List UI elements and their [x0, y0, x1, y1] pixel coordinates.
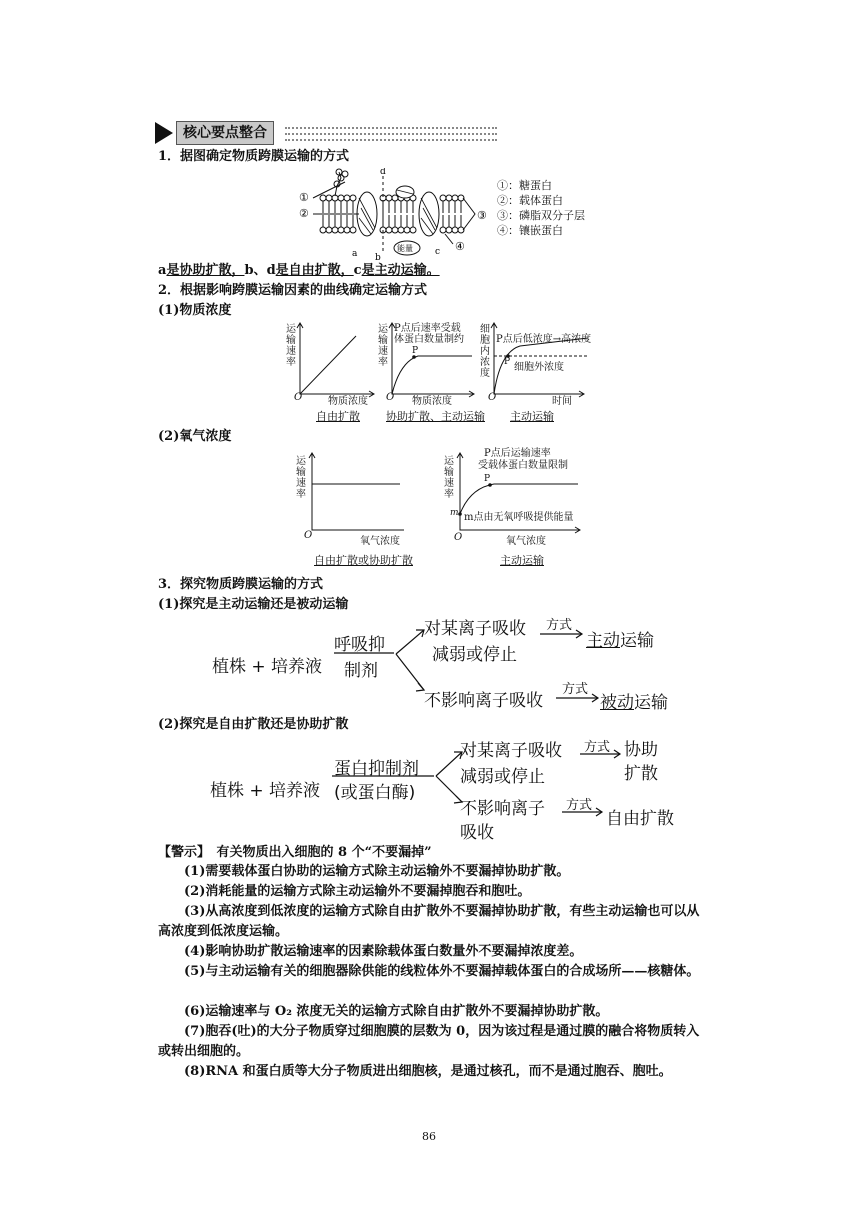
- warning-item: (3)从高浓度到低浓度的运输方式除自由扩散外不要漏掉协助扩散，有些主动运输也可以从高浓度到低浓度运输。: [158, 904, 700, 939]
- fig-label-1: ①: [299, 191, 309, 204]
- fig-label-2: ②: [299, 207, 309, 220]
- header-dots: [285, 133, 497, 135]
- fig-label-4: ④: [455, 240, 465, 253]
- flow1-mid1: 呼吸抑: [334, 635, 385, 655]
- warning-item: (1)需要载体蛋白协助的运输方式除主动运输外不要漏掉协助扩散。: [184, 864, 570, 879]
- conclusion-c: c: [353, 263, 362, 278]
- g5-ylabel: 运 输 速 率: [444, 456, 454, 500]
- flow-simple-vs-facilitated: [208, 734, 688, 843]
- g2-origin: O: [386, 392, 395, 403]
- s1-title: 1．据图确定物质跨膜运输的方式: [158, 149, 350, 164]
- legend-item: ③：磷脂双分子层: [497, 209, 585, 222]
- warning-item: (8)RNA 和蛋白质等大分子物质进出细胞核，是通过核孔，而不是通过胞吞、胞吐。: [184, 1064, 672, 1079]
- g2-ylabel: 运 输 速 率: [378, 324, 388, 368]
- flow2-bot-arrow: 方式: [566, 798, 593, 813]
- membrane-legend: [497, 178, 585, 238]
- flow2-mid2: (或蛋白酶): [334, 783, 416, 803]
- g5-note3: m点由无氧呼吸提供能量: [464, 512, 574, 523]
- fig-label-energy: 能量: [397, 244, 413, 253]
- warning-title: 【警示】 有关物质出入细胞的 8 个“不要漏掉”: [158, 845, 432, 860]
- g4-caption: 自由扩散或协助扩散: [314, 554, 413, 567]
- g4-xlabel: 氧气浓度: [360, 536, 400, 547]
- s1-conclusion: [158, 262, 440, 280]
- fig-label-d: d: [380, 168, 386, 177]
- flow1-mid2: 制剂: [344, 661, 378, 681]
- g5-caption: 主动运输: [500, 554, 544, 567]
- conclusion-b: b: [244, 263, 254, 278]
- g4-ylabel: 运 输 速 率: [296, 456, 306, 500]
- g3-ylabel: 细 胞 内 浓 度: [480, 324, 490, 379]
- g3-xlabel: 时间: [552, 396, 572, 407]
- warning-item: (2)消耗能量的运输方式除主动运输外不要漏掉胞吞和胞吐。: [184, 884, 531, 899]
- warning-item: (6)运输速率与 O₂ 浓度无关的运输方式除自由扩散外不要漏掉协助扩散。: [184, 1004, 609, 1019]
- header-dots: [285, 127, 497, 129]
- flow2-bot2: 吸收: [460, 823, 494, 843]
- warning-item: (7)胞吞(吐)的大分子物质穿过细胞膜的层数为 0，因为该过程是通过膜的融合将物质转入或转出细胞的。: [158, 1024, 700, 1059]
- g1-caption: 自由扩散: [316, 410, 360, 423]
- s3-sub1: (1)探究是主动运输还是被动运输: [158, 597, 349, 612]
- header-arrow-icon: [155, 122, 173, 144]
- flow2-top-result: 协助 扩散: [624, 740, 658, 784]
- membrane-figure: [295, 168, 495, 260]
- fig-label-b: b: [375, 253, 381, 260]
- fig-label-c: c: [435, 247, 441, 257]
- g1-xlabel: 物质浓度: [328, 396, 368, 407]
- flow1-top-result: 主动运输: [586, 631, 654, 651]
- conclusion-text: 是协助扩散，: [166, 263, 245, 278]
- flow1-top1: 对某离子吸收: [424, 619, 526, 639]
- flow2-top1: 对某离子吸收: [460, 741, 562, 761]
- flow2-left: 植株 + 培养液: [210, 781, 321, 801]
- legend-item: ②：载体蛋白: [497, 194, 563, 207]
- g2-xlabel: 物质浓度: [412, 396, 452, 407]
- page-number: 86: [422, 1130, 436, 1143]
- warning-item: (4)影响协助扩散运输速率的因素除载体蛋白数量外不要漏掉浓度差。: [184, 944, 583, 959]
- g2-caption: 协助扩散、主动运输: [386, 410, 485, 423]
- s2-title: 2．根据影响跨膜运输因素的曲线确定运输方式: [158, 283, 428, 298]
- g5-note: P点后运输速率 受载体蛋白数量限制: [478, 448, 568, 471]
- section-header: [155, 120, 274, 146]
- conclusion-text: 是自由扩散，: [275, 263, 354, 278]
- conclusion-text: 、: [253, 263, 267, 278]
- conclusion-text: 是主动运输。: [361, 263, 440, 278]
- g1-origin: O: [294, 392, 303, 403]
- curve-saturating: [392, 356, 472, 394]
- legend-item: ④：镶嵌蛋白: [497, 224, 563, 237]
- flow-active-vs-passive: [210, 610, 690, 720]
- flow1-bot1: 不影响离子吸收: [424, 691, 543, 711]
- graph-active-concentration: [480, 322, 610, 426]
- header-dots: [285, 139, 497, 141]
- g3-note1: P点后低浓度→高浓度: [496, 334, 592, 345]
- s3-title: 3．探究物质跨膜运输的方式: [158, 577, 324, 592]
- s2-sub1: (1)物质浓度: [158, 303, 232, 318]
- g4-origin: O: [304, 530, 313, 541]
- flow2-mid1: 蛋白抑制剂: [334, 759, 419, 779]
- flow1-top2: 减弱或停止: [432, 645, 517, 665]
- legend-item: ①：糖蛋白: [497, 179, 552, 192]
- conclusion-a: a: [158, 263, 167, 278]
- flow1-bot-arrow: 方式: [562, 682, 589, 697]
- flow1-top-arrow: 方式: [546, 618, 573, 633]
- s3-sub2: (2)探究是自由扩散还是协助扩散: [158, 717, 349, 732]
- g2-p: P: [412, 346, 419, 356]
- flow2-top2: 减弱或停止: [460, 767, 545, 787]
- g5-xlabel: 氧气浓度: [506, 536, 546, 547]
- graph-oxygen-passive: [296, 450, 426, 572]
- flow2-bot1: 不影响离子: [460, 799, 545, 819]
- section-header-label: 核心要点整合: [176, 121, 274, 145]
- g3-origin: O: [488, 392, 497, 403]
- flow2-top-arrow: 方式: [584, 740, 611, 755]
- warning-item: (5)与主动运输有关的细胞器除供能的线粒体外不要漏掉载体蛋白的合成场所——核糖体。: [184, 964, 700, 979]
- fig-label-3: ③: [477, 209, 487, 222]
- curve-linear: [300, 336, 356, 394]
- graph-free-diffusion: [286, 322, 376, 426]
- g5-p: P: [484, 474, 491, 484]
- conclusion-d: d: [266, 263, 276, 278]
- fig-label-a: a: [352, 249, 358, 259]
- g5-m: m: [450, 508, 459, 518]
- g3-caption: 主动运输: [510, 410, 554, 423]
- graph-oxygen-active: [444, 448, 614, 572]
- flow1-left: 植株 + 培养液: [212, 657, 323, 677]
- g2-note: P点后速率受载 体蛋白数量制约: [394, 323, 464, 345]
- s2-sub2: (2)氧气浓度: [158, 429, 232, 444]
- g5-origin: O: [454, 532, 463, 543]
- g3-note2: 细胞外浓度: [514, 362, 564, 373]
- flow1-bot-result: 被动运输: [600, 693, 668, 713]
- g3-p: P: [504, 357, 511, 367]
- g1-ylabel: 运 输 速 率: [286, 324, 296, 368]
- flow2-bot-result: 自由扩散: [606, 809, 674, 829]
